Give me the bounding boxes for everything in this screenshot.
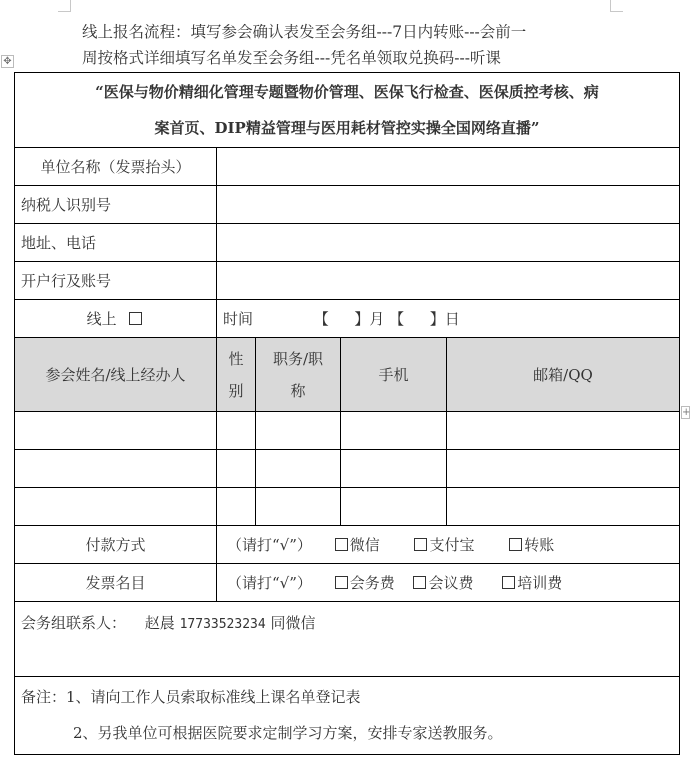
col-header-gender-2: 别 [228, 381, 244, 400]
table-add-column-icon[interactable]: + [682, 407, 690, 418]
bank-label: 开户行及账号 [15, 262, 217, 300]
col-header-gender-1: 性 [228, 349, 244, 368]
checkbox-icon[interactable] [414, 538, 427, 551]
payment-option-transfer[interactable]: 转账 [509, 534, 554, 555]
checkbox-icon[interactable] [335, 576, 348, 589]
contact-label: 会务组联系人： [21, 614, 127, 632]
col-header-position [256, 338, 341, 412]
table-move-handle-icon[interactable]: ✥ [1, 55, 14, 68]
invoice-option-conference-service[interactable]: 会务费 [335, 572, 395, 593]
invoice-option-meeting[interactable]: 会议费 [413, 572, 473, 593]
form-title [15, 73, 680, 148]
invoice-label: 发票名目 [15, 564, 217, 602]
checkbox-icon[interactable] [335, 538, 348, 551]
registration-form-table [14, 72, 680, 755]
unit-name-label: 单位名称（发票抬头） [15, 148, 217, 186]
bank-field[interactable] [217, 262, 680, 300]
contact-cell [15, 602, 680, 677]
contact-phone: 17733523234 [179, 617, 266, 632]
day-label: 】日 [429, 310, 460, 328]
contact-name: 赵晨 [144, 614, 175, 632]
online-label: 线上 [86, 310, 117, 328]
invoice-options-cell [217, 564, 680, 602]
col-header-phone: 手机 [341, 338, 447, 412]
table-row [15, 450, 680, 488]
attendee-phone-field[interactable] [341, 450, 447, 488]
attendee-phone-field[interactable] [341, 488, 447, 526]
attendee-name-field[interactable] [15, 450, 217, 488]
col-header-position-2: 称 [290, 381, 306, 400]
form-title-line-2: 案首页、DIP精益管理与医用耗材管控实操全国网络直播” [154, 119, 540, 137]
col-header-gender [217, 338, 256, 412]
tax-id-field[interactable] [217, 186, 680, 224]
page-corner-mark-left [58, 0, 71, 12]
payment-option-alipay[interactable]: 支付宝 [414, 534, 474, 555]
address-field[interactable] [217, 224, 680, 262]
attendee-phone-field[interactable] [341, 412, 447, 450]
attendee-position-field[interactable] [256, 412, 341, 450]
unit-name-field[interactable] [217, 148, 680, 186]
intro-line-1: 线上报名流程：填写参会确认表发至会务组---7日内转账---会前一 [82, 23, 527, 41]
registration-process-text [82, 19, 662, 71]
attendee-gender-field[interactable] [217, 412, 256, 450]
checkbox-icon[interactable] [509, 538, 522, 551]
contact-note: 同微信 [270, 614, 316, 632]
col-header-name: 参会姓名/线上经办人 [15, 338, 217, 412]
checkbox-icon[interactable] [413, 576, 426, 589]
remarks-cell [15, 677, 680, 755]
attendee-email-field[interactable] [447, 488, 680, 526]
remark-line-1: 备注：1、请向工作人员索取标准线上课名单登记表 [21, 688, 361, 706]
col-header-email: 邮箱/QQ [447, 338, 680, 412]
attendee-gender-field[interactable] [217, 450, 256, 488]
payment-options-cell [217, 526, 680, 564]
time-label: 时间 [223, 310, 254, 328]
attendee-gender-field[interactable] [217, 488, 256, 526]
month-open-bracket: 【 [313, 310, 329, 328]
remark-line-2: 2、另我单位可根据医院要求定制学习方案，安排专家送教服务。 [73, 724, 503, 742]
payment-hint: （请打“√”） [227, 536, 312, 554]
payment-option-wechat[interactable]: 微信 [335, 534, 380, 555]
intro-line-2: 周按格式详细填写名单发至会务组---凭名单领取兑换码---听课 [82, 49, 501, 67]
table-row [15, 488, 680, 526]
invoice-option-training[interactable]: 培训费 [502, 572, 562, 593]
payment-label: 付款方式 [15, 526, 217, 564]
month-label: 】月 [354, 310, 385, 328]
form-title-line-1: “医保与物价精细化管理专题暨物价管理、医保飞行检查、医保质控考核、病 [95, 83, 599, 101]
col-header-position-1: 职务/职 [272, 349, 324, 368]
attendee-position-field[interactable] [256, 450, 341, 488]
attendee-name-field[interactable] [15, 412, 217, 450]
attendee-name-field[interactable] [15, 488, 217, 526]
address-label: 地址、电话 [15, 224, 217, 262]
day-open-bracket: 【 [389, 310, 405, 328]
checkbox-icon[interactable] [502, 576, 515, 589]
attendee-position-field[interactable] [256, 488, 341, 526]
tax-id-label: 纳税人识别号 [15, 186, 217, 224]
time-cell [217, 300, 680, 338]
table-row [15, 412, 680, 450]
online-checkbox[interactable] [129, 312, 142, 325]
invoice-hint: （请打“√”） [227, 574, 312, 592]
page-corner-mark-right [610, 0, 623, 12]
online-cell [15, 300, 217, 338]
attendee-email-field[interactable] [447, 450, 680, 488]
attendee-email-field[interactable] [447, 412, 680, 450]
